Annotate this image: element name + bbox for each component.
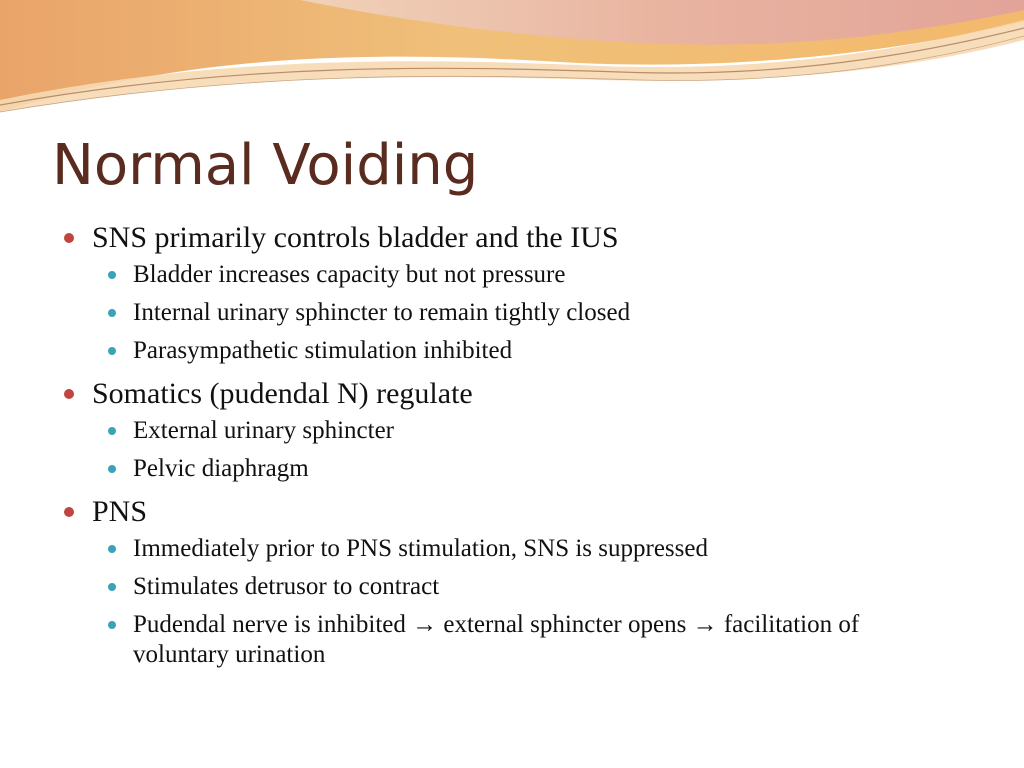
sub-bullet-pelvic-diaphragm: Pelvic diaphragm [60,454,960,484]
decorative-wave-banner [0,0,1024,130]
sub-bullet-bladder-capacity: Bladder increases capacity but not pressure [60,260,960,290]
sub-bullet-external-sphincter: External urinary sphincter [60,416,960,446]
bullet-list [60,218,960,678]
sub-bullet-pudendal-inhibited: Pudendal nerve is inhibited → external sphincter opens → facilitation of voluntary urination [60,610,960,670]
bullet-sns: SNS primarily controls bladder and the IUS [60,218,960,258]
sub-bullet-detrusor-contract: Stimulates detrusor to contract [60,572,960,602]
sub-bullet-internal-sphincter: Internal urinary sphincter to remain tightly closed [60,298,960,328]
sub-bullet-parasympathetic-inhibited: Parasympathetic stimulation inhibited [60,336,960,366]
sub-bullet-sns-suppressed: Immediately prior to PNS stimulation, SNS is suppressed [60,534,960,564]
slide-title: Normal Voiding [52,133,479,198]
bullet-somatics: Somatics (pudendal N) regulate [60,374,960,414]
bullet-pns: PNS [60,492,960,532]
